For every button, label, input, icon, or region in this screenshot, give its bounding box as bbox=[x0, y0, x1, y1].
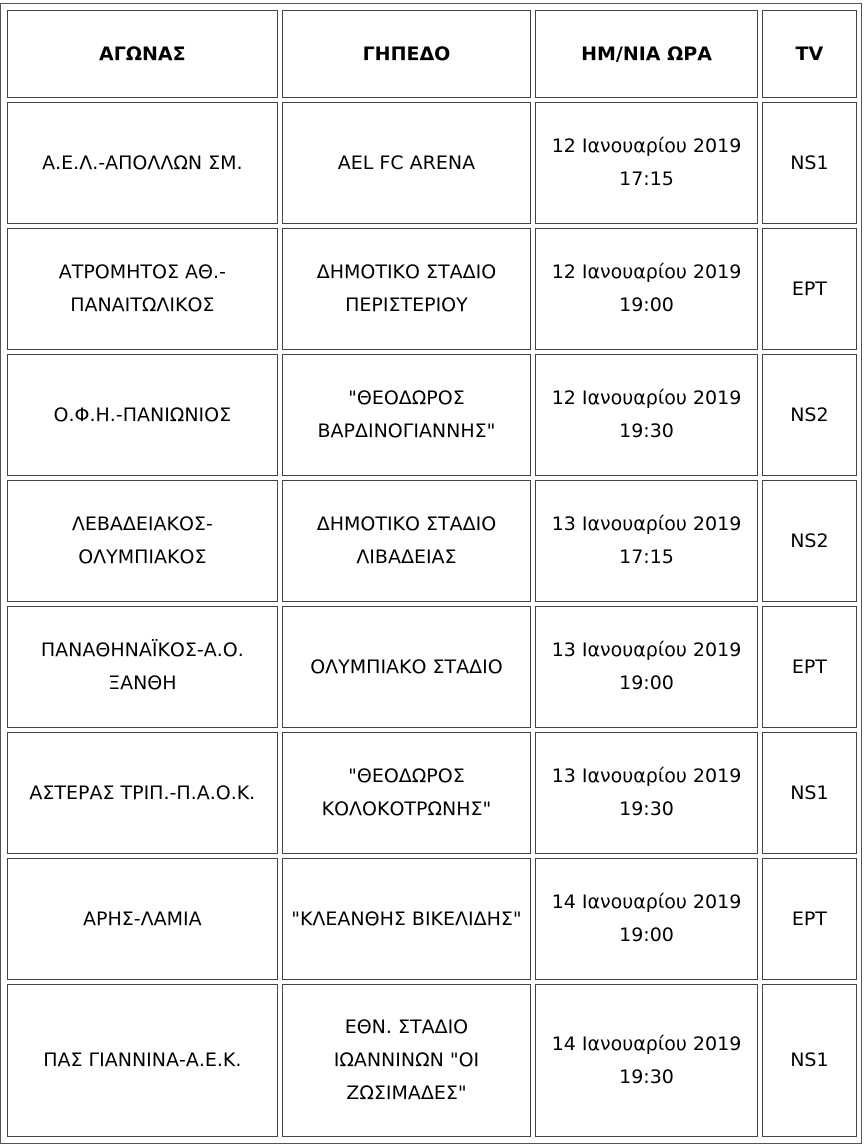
time-text: 19:30 bbox=[619, 420, 674, 442]
tv-channel-text: NS1 bbox=[790, 781, 829, 804]
stadium-text: AEL FC ARENA bbox=[337, 151, 476, 174]
date-text: 12 Ιανουαρίου 2019 bbox=[551, 387, 742, 409]
match-text: ΑΤΡΟΜΗΤΟΣ ΑΘ.- bbox=[58, 261, 226, 283]
match-text: ΠΑΣ ΓΙΑΝΝΙΝΑ-Α.Ε.Κ. bbox=[43, 1049, 242, 1071]
stadium-text: ΠΕΡΙΣΤΕΡΙΟΥ bbox=[345, 294, 468, 316]
tv-cell bbox=[762, 606, 857, 728]
stadium-cell bbox=[282, 102, 532, 224]
time-text: 19:30 bbox=[619, 1065, 674, 1088]
match-cell bbox=[7, 354, 278, 476]
match-text: Α.Ε.Λ.-ΑΠΟΛΛΩΝ ΣΜ. bbox=[42, 151, 243, 174]
stadium-text: ΒΑΡΔΙΝΟΓΙΑΝΝΗΣ" bbox=[317, 420, 496, 442]
tv-channel-text: ΕΡΤ bbox=[791, 907, 827, 930]
tv-cell bbox=[762, 354, 857, 476]
tv-channel-text: NS2 bbox=[790, 403, 829, 426]
datetime-cell bbox=[535, 732, 758, 854]
tv-cell bbox=[762, 732, 857, 854]
stadium-cell bbox=[282, 480, 532, 602]
table-row bbox=[7, 354, 857, 476]
tv-cell bbox=[762, 102, 857, 224]
match-cell bbox=[7, 858, 278, 980]
match-text: ΠΑΝΑΙΤΩΛΙΚΟΣ bbox=[70, 294, 215, 316]
stadium-text: ΙΩΑΝΝΙΝΩΝ "ΟΙ bbox=[333, 1049, 480, 1071]
stadium-text: ΔΗΜΟΤΙΚΟ ΣΤΑΔΙΟ bbox=[316, 513, 497, 535]
match-cell bbox=[7, 732, 278, 854]
date-text: 12 Ιανουαρίου 2019 bbox=[551, 261, 742, 283]
stadium-text: ΚΟΛΟΚΟΤΡΩΝΗΣ" bbox=[321, 798, 492, 820]
schedule-body bbox=[7, 102, 857, 1137]
tv-cell bbox=[762, 984, 857, 1137]
table-row bbox=[7, 858, 857, 980]
table-row bbox=[7, 102, 857, 224]
match-text: ΠΑΝΑΘΗΝΑΪΚΟΣ-Α.Ο. bbox=[40, 639, 244, 661]
stadium-cell bbox=[282, 984, 532, 1137]
match-schedule-table bbox=[3, 6, 861, 1141]
tv-channel-text: ΕΡΤ bbox=[791, 277, 827, 300]
datetime-cell bbox=[535, 354, 758, 476]
stadium-cell bbox=[282, 354, 532, 476]
stadium-cell bbox=[282, 606, 532, 728]
date-text: 12 Ιανουαρίου 2019 bbox=[551, 135, 742, 157]
table-row bbox=[7, 228, 857, 350]
stadium-text: "ΘΕΟΔΩΡΟΣ bbox=[348, 765, 465, 787]
header-datetime: ΗΜ/ΝΙΑ ΩΡΑ bbox=[535, 10, 758, 98]
datetime-cell bbox=[535, 480, 758, 602]
date-text: 13 Ιανουαρίου 2019 bbox=[551, 765, 742, 787]
table-row bbox=[7, 606, 857, 728]
header-match: ΑΓΩΝΑΣ bbox=[7, 10, 278, 98]
time-text: 19:00 bbox=[619, 672, 674, 694]
date-text: 13 Ιανουαρίου 2019 bbox=[551, 513, 742, 535]
stadium-cell bbox=[282, 228, 532, 350]
match-text: Ο.Φ.Η.-ΠΑΝΙΩΝΙΟΣ bbox=[53, 403, 232, 426]
time-text: 17:15 bbox=[619, 168, 674, 190]
datetime-cell bbox=[535, 858, 758, 980]
stadium-cell bbox=[282, 732, 532, 854]
time-text: 19:00 bbox=[619, 924, 674, 946]
match-cell bbox=[7, 228, 278, 350]
table-row bbox=[7, 732, 857, 854]
tv-cell bbox=[762, 858, 857, 980]
time-text: 17:15 bbox=[619, 546, 674, 568]
datetime-cell bbox=[535, 984, 758, 1137]
datetime-cell bbox=[535, 102, 758, 224]
table-row bbox=[7, 480, 857, 602]
match-cell bbox=[7, 984, 278, 1137]
match-text: ΛΕΒΑΔΕΙΑΚΟΣ- bbox=[71, 513, 213, 535]
stadium-text: "ΘΕΟΔΩΡΟΣ bbox=[348, 387, 465, 409]
tv-channel-text: ΕΡΤ bbox=[791, 655, 827, 678]
stadium-text: ΖΩΣΙΜΑΔΕΣ" bbox=[346, 1082, 467, 1104]
schedule-frame bbox=[0, 3, 862, 1144]
match-text: ΑΡΗΣ-ΛΑΜΙΑ bbox=[83, 907, 202, 930]
tv-channel-text: NS1 bbox=[790, 1049, 829, 1071]
stadium-text: ΕΘΝ. ΣΤΑΔΙΟ bbox=[344, 1016, 469, 1038]
tv-cell bbox=[762, 228, 857, 350]
tv-channel-text: NS2 bbox=[790, 529, 829, 552]
date-text: 14 Ιανουαρίου 2019 bbox=[551, 1032, 742, 1055]
match-text: ΟΛΥΜΠΙΑΚΟΣ bbox=[78, 546, 207, 568]
date-text: 14 Ιανουαρίου 2019 bbox=[551, 891, 742, 913]
header-stadium: ΓΗΠΕΔΟ bbox=[282, 10, 532, 98]
stadium-text: "ΚΛΕΑΝΘΗΣ ΒΙΚΕΛΙΔΗΣ" bbox=[291, 907, 522, 930]
stadium-text: ΛΙΒΑΔΕΙΑΣ bbox=[356, 546, 457, 568]
tv-channel-text: NS1 bbox=[790, 151, 829, 174]
stadium-text: ΔΗΜΟΤΙΚΟ ΣΤΑΔΙΟ bbox=[316, 261, 497, 283]
time-text: 19:30 bbox=[619, 798, 674, 820]
tv-cell bbox=[762, 480, 857, 602]
header-tv: TV bbox=[762, 10, 857, 98]
match-cell bbox=[7, 102, 278, 224]
match-cell bbox=[7, 480, 278, 602]
time-text: 19:00 bbox=[619, 294, 674, 316]
match-cell bbox=[7, 606, 278, 728]
header-row bbox=[7, 10, 857, 98]
match-text: ΑΣΤΕΡΑΣ ΤΡΙΠ.-Π.Α.Ο.Κ. bbox=[29, 781, 256, 804]
stadium-text: ΟΛΥΜΠΙΑΚΟ ΣΤΑΔΙΟ bbox=[310, 655, 503, 678]
date-text: 13 Ιανουαρίου 2019 bbox=[551, 639, 742, 661]
stadium-cell bbox=[282, 858, 532, 980]
datetime-cell bbox=[535, 606, 758, 728]
table-row bbox=[7, 984, 857, 1137]
datetime-cell bbox=[535, 228, 758, 350]
match-text: ΞΑΝΘΗ bbox=[108, 672, 177, 694]
